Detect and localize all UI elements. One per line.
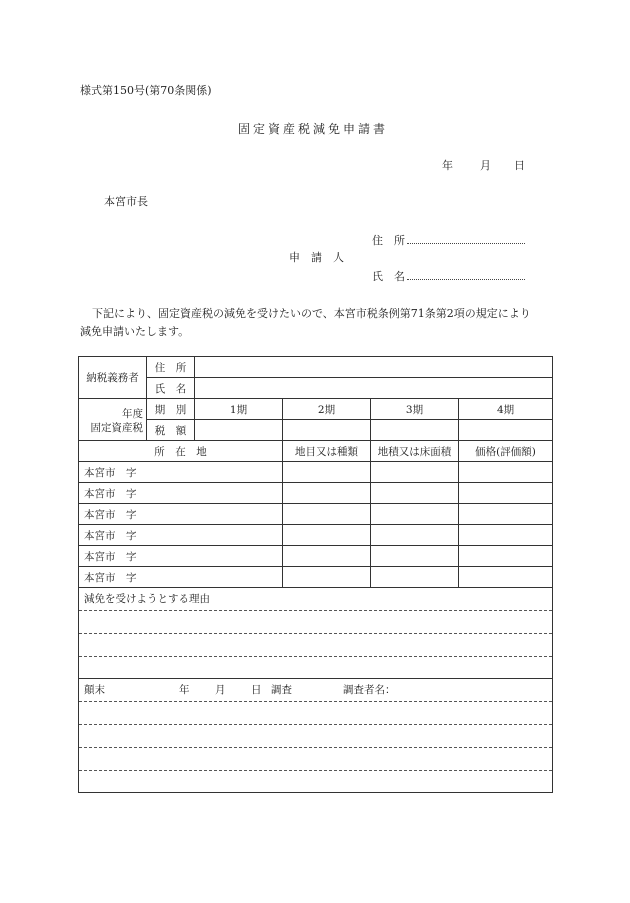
location-cell[interactable]: 本宮市 字	[79, 504, 283, 525]
body-text-line1: 下記により、固定資産税の減免を受けたいので、本宮市税条例第71条第2項の規定により	[92, 307, 531, 320]
reason-line[interactable]	[79, 633, 552, 656]
applicant-name-row	[372, 268, 525, 284]
reason-line[interactable]	[79, 656, 552, 678]
price-cell[interactable]	[459, 525, 553, 546]
land-type-cell[interactable]	[283, 504, 371, 525]
property-tax-label: 固定資産税	[90, 421, 143, 434]
price-cell[interactable]	[459, 546, 553, 567]
area-cell[interactable]	[371, 546, 459, 567]
table-row	[79, 504, 553, 525]
location-header: 所 在 地	[79, 441, 283, 462]
location-cell[interactable]: 本宮市 字	[79, 567, 283, 588]
period-label: 期 別	[147, 399, 195, 420]
area-header: 地積又は床面積	[371, 441, 459, 462]
body-text-line2: 減免申請いたします。	[80, 325, 190, 338]
table-row	[79, 567, 553, 588]
office-note-line[interactable]	[79, 747, 552, 770]
area-cell[interactable]	[371, 567, 459, 588]
land-type-cell[interactable]	[283, 483, 371, 504]
tax-amount-4-field[interactable]	[459, 420, 553, 441]
tax-amount-3-field[interactable]	[371, 420, 459, 441]
period-2: 2期	[283, 399, 371, 420]
land-type-cell[interactable]	[283, 462, 371, 483]
taxpayer-label: 納税義務者	[79, 357, 147, 399]
date-day: 日	[514, 159, 525, 172]
addressee: 本宮市長	[104, 195, 148, 208]
applicant-label: 申 請 人	[289, 251, 344, 264]
fiscal-year-label: 年度	[122, 407, 143, 420]
table-row	[79, 525, 553, 546]
land-type-cell[interactable]	[283, 525, 371, 546]
applicant-address-field[interactable]	[407, 235, 525, 244]
land-type-cell[interactable]	[283, 567, 371, 588]
area-cell[interactable]	[371, 462, 459, 483]
reason-line[interactable]	[79, 610, 552, 633]
price-cell[interactable]	[459, 504, 553, 525]
area-cell[interactable]	[371, 504, 459, 525]
applicant-name-label: 氏 名	[372, 270, 405, 283]
application-table	[78, 356, 553, 793]
office-day: 日	[251, 684, 262, 696]
office-label: 顛末	[84, 684, 105, 696]
office-investigator: 調査者名：	[343, 684, 396, 696]
applicant-address-label: 住 所	[372, 234, 405, 247]
price-cell[interactable]	[459, 483, 553, 504]
office-investigation: 調査	[271, 684, 292, 696]
location-cell[interactable]: 本宮市 字	[79, 546, 283, 567]
land-type-header: 地目又は種類	[283, 441, 371, 462]
applicant-name-field[interactable]	[407, 271, 525, 280]
fiscal-year-cell	[79, 399, 147, 441]
location-cell[interactable]: 本宮市 字	[79, 462, 283, 483]
table-row	[79, 483, 553, 504]
taxpayer-name-label: 氏 名	[147, 378, 195, 399]
tax-amount-label: 税 額	[147, 420, 195, 441]
location-cell[interactable]: 本宮市 字	[79, 483, 283, 504]
table-row	[79, 546, 553, 567]
date-month: 月	[480, 159, 491, 172]
reason-label: 減免を受けようとする理由	[84, 593, 210, 605]
period-1: 1期	[195, 399, 283, 420]
office-month: 月	[215, 684, 226, 696]
tax-amount-2-field[interactable]	[283, 420, 371, 441]
office-section	[79, 679, 553, 793]
reason-section	[79, 588, 553, 679]
tax-amount-1-field[interactable]	[195, 420, 283, 441]
document-title: 固定資産税減免申請書	[238, 122, 389, 136]
office-note-line[interactable]	[79, 701, 552, 724]
taxpayer-name-field[interactable]	[195, 378, 553, 399]
table-row	[79, 462, 553, 483]
area-cell[interactable]	[371, 525, 459, 546]
location-cell[interactable]: 本宮市 字	[79, 525, 283, 546]
applicant-address-row	[372, 232, 525, 248]
taxpayer-address-label: 住 所	[147, 357, 195, 378]
area-cell[interactable]	[371, 483, 459, 504]
land-type-cell[interactable]	[283, 546, 371, 567]
price-cell[interactable]	[459, 462, 553, 483]
price-cell[interactable]	[459, 567, 553, 588]
office-year: 年	[179, 684, 190, 696]
office-line	[79, 679, 552, 701]
price-header: 価格(評価額)	[459, 441, 553, 462]
office-note-line[interactable]	[79, 770, 552, 792]
period-4: 4期	[459, 399, 553, 420]
form-number: 様式第150号(第70条関係)	[80, 84, 212, 97]
taxpayer-address-field[interactable]	[195, 357, 553, 378]
date-year: 年	[442, 159, 453, 172]
office-note-line[interactable]	[79, 724, 552, 747]
period-3: 3期	[371, 399, 459, 420]
